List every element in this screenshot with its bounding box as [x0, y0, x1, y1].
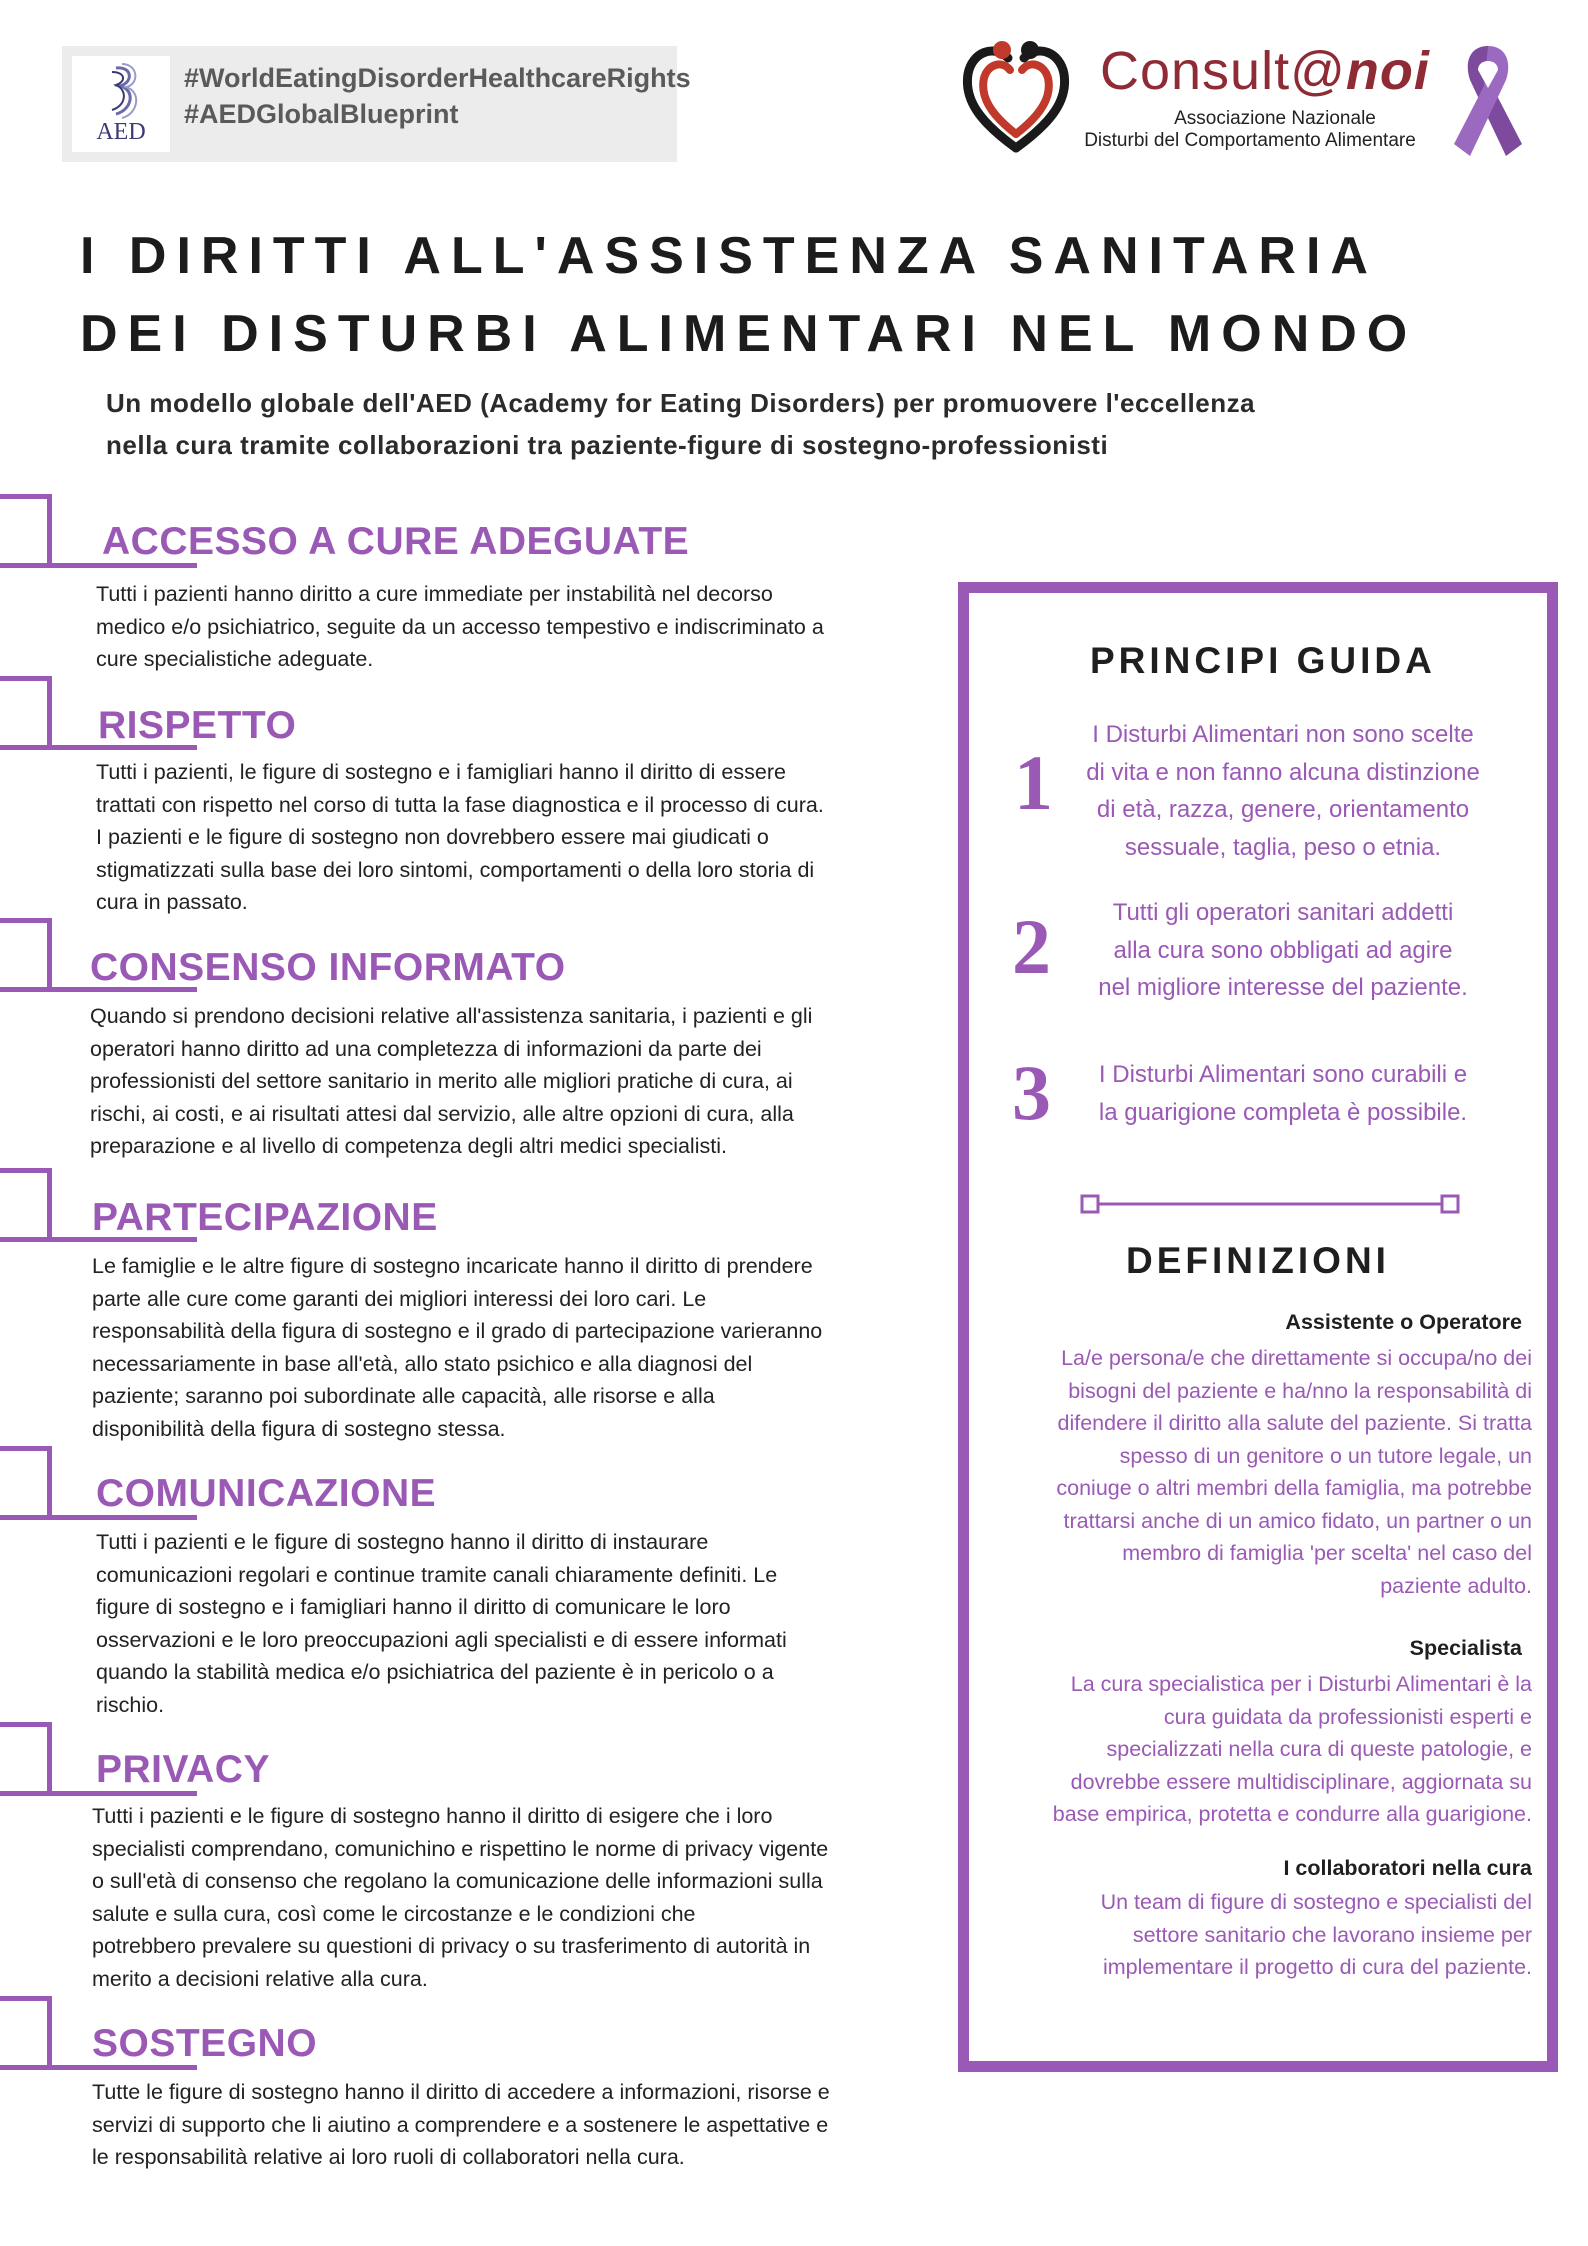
section-body-privacy: Tutti i pazienti e le figure di sostegno hanno il diritto di esigere che i loro specialisti comprendano, comunichino e rispettino le norme di privacy vigente o sull'età di consenso che regolano la comunicazione delle informazioni sulla salute e sulla cura, così come le circostanze e le condizioni che potrebbero prevalere su questioni di privacy o su trasferimento di autorità in merito a decisioni relative alla cura. [92, 1804, 829, 1991]
aed-logo-text: AED [96, 119, 146, 145]
awareness-ribbon-icon [1448, 40, 1528, 162]
aed-logo-icon [72, 56, 170, 126]
definition-text-collaboratori: Un team di figure di sostegno e specialisti del settore sanitario che lavorano insieme per implementare il progetto di cura del paziente. [1100, 1890, 1532, 1979]
hashtag-healthcare-rights[interactable]: #WorldEatingDisorderHealthcareRights [184, 63, 691, 93]
section-bracket [0, 1168, 52, 1242]
consult-subtitle-1: Associazione Nazionale [1174, 108, 1376, 129]
page-title-line-1: I DIRITTI ALL'ASSISTENZA SANITARIA [80, 227, 1378, 285]
page-title-line-2: DEI DISTURBI ALIMENTARI NEL MONDO [80, 305, 1418, 363]
principle-number-3: 3 [1012, 1049, 1051, 1136]
hashtag-global-blueprint[interactable]: #AEDGlobalBlueprint [184, 99, 459, 129]
section-title-accesso: ACCESSO A CURE ADEGUATE [102, 520, 690, 563]
section-body-comunicazione: Tutti i pazienti e le figure di sostegno hanno il diritto di instaurare comunicazioni regolari e continue tramite canali chiaramente definiti. Le figure di sostegno e i famigliari hanno il diritto di comunicare le loro osservazioni e le loro preoccupazioni agli specialisti e di essere informati quando la stabilità medica e/o psichiatrica del paziente è in pericolo o a rischio. [96, 1530, 787, 1717]
page-subtitle-line-2: nella cura tramite collaborazioni tra paziente-figure di sostegno-professionisti [106, 430, 1109, 460]
definition-term-collaboratori: I collaboratori nella cura [1283, 1856, 1532, 1880]
section-body-rispetto: Tutti i pazienti, le figure di sostegno e i famigliari hanno il diritto di essere trattati con rispetto nel corso di tutta la fase diagnostica e il processo di cura. I pazienti e le figure di sostegno non dovrebbero essere mai giudicati o stigmatizzati sulla base dei loro sintomi, comportamenti o della loro storia di cura in passato. [96, 760, 824, 914]
principle-number-2: 2 [1012, 903, 1051, 990]
principle-text-2: Tutti gli operatori sanitari addetti alla cura sono obbligati ad agire nel migliore interesse del paziente. [1098, 899, 1468, 1001]
section-bracket [0, 494, 52, 568]
hashtags [184, 60, 691, 132]
section-bracket [0, 1996, 52, 2070]
section-title-partecipazione: PARTECIPAZIONE [92, 1196, 438, 1239]
section-title-privacy: PRIVACY [96, 1748, 270, 1791]
section-title-consenso: CONSENSO INFORMATO [90, 946, 566, 989]
consult-subtitle-2: Disturbi del Comportamento Alimentare [1084, 130, 1416, 151]
section-title-rispetto: RISPETTO [98, 704, 297, 747]
section-body-consenso: Quando si prendono decisioni relative all'assistenza sanitaria, i pazienti e gli operatori hanno diritto ad una completezza di informazioni da parte dei professionisti del settore sanitario in merito alle migliori pratiche di cura, ai rischi, ai costi, e ai risultati attesi dal servizio, alle altre opzioni di cura, alla preparazione e al livello di competenza degli altri medici specialisti. [90, 1004, 813, 1158]
section-divider [1080, 1192, 1460, 1216]
principle-text-3: I Disturbi Alimentari sono curabili e la guarigione completa è possibile. [1098, 1061, 1468, 1126]
consult-hearts-icon [960, 36, 1072, 154]
page-subtitle-line-1: Un modello globale dell'AED (Academy for Eating Disorders) per promuovere l'eccellenza [106, 388, 1256, 418]
principles-heading: PRINCIPI GUIDA [1090, 640, 1436, 681]
section-bracket [0, 1446, 52, 1520]
principle-text-1: I Disturbi Alimentari non sono scelte di vita e non fanno alcuna distinzione di età, razza, genere, orientamento sessuale, taglia, peso o etnia. [1086, 721, 1480, 861]
definition-text-specialista: La cura specialistica per i Disturbi Alimentari è la cura guidata da professionisti esperti e specializzati nella cura di queste patologie, e dovrebbe essere multidisciplinare, aggiornata su base empirica, protetta e condurre alla guarigione. [1052, 1672, 1532, 1826]
section-body-sostegno: Tutte le figure di sostegno hanno il diritto di accedere a informazioni, risorse e servizi di supporto che li aiutino a comprendere e a sostenere le aspettative e le responsabilità relative ai loro ruoli di collaboratori nella cura. [92, 2080, 830, 2169]
definition-text-assistente: La/e persona/e che direttamente si occupa/no dei bisogni del paziente e ha/nno la responsabilità di difendere il diritto alla salute del paziente. Si tratta spesso di un genitore o un tutore legale, un coniuge o altri membri della famiglia, ma potrebbe trattarsi anche di un amico fidato, un partner o un membro di famiglia 'per scelta' nel caso del paziente adulto. [1056, 1346, 1532, 1598]
definition-term-specialista: Specialista [1409, 1636, 1522, 1660]
section-bracket [0, 676, 52, 750]
section-title-sostegno: SOSTEGNO [92, 2022, 318, 2065]
section-bracket [0, 918, 52, 992]
section-body-partecipazione: Le famiglie e le altre figure di sostegno incaricate hanno il diritto di prendere parte alle cure come garanti dei migliori interessi dei loro cari. Le responsabilità della figura di sostegno e il grado di partecipazione varieranno necessariamente in base all'età, allo stato psichico e alla diagnosi del paziente; saranno poi subordinate alle capacità, alle risorse e alla disponibilità della figura di sostegno stessa. [92, 1254, 823, 1441]
section-bracket [0, 1722, 52, 1796]
section-body-accesso: Tutti i pazienti hanno diritto a cure immediate per instabilità nel decorso medico e/o psichiatrico, seguite da un accesso tempestivo e indiscriminato a cure specialistiche adeguate. [96, 582, 824, 671]
aed-logo [72, 56, 170, 152]
aed-banner [62, 46, 691, 162]
consult-logo-name: Consult@noi [1100, 41, 1430, 101]
section-title-comunicazione: COMUNICAZIONE [96, 1472, 437, 1515]
principle-number-1: 1 [1014, 739, 1053, 826]
definitions-heading: DEFINIZIONI [1126, 1240, 1390, 1281]
definition-term-assistente: Assistente o Operatore [1285, 1310, 1522, 1334]
